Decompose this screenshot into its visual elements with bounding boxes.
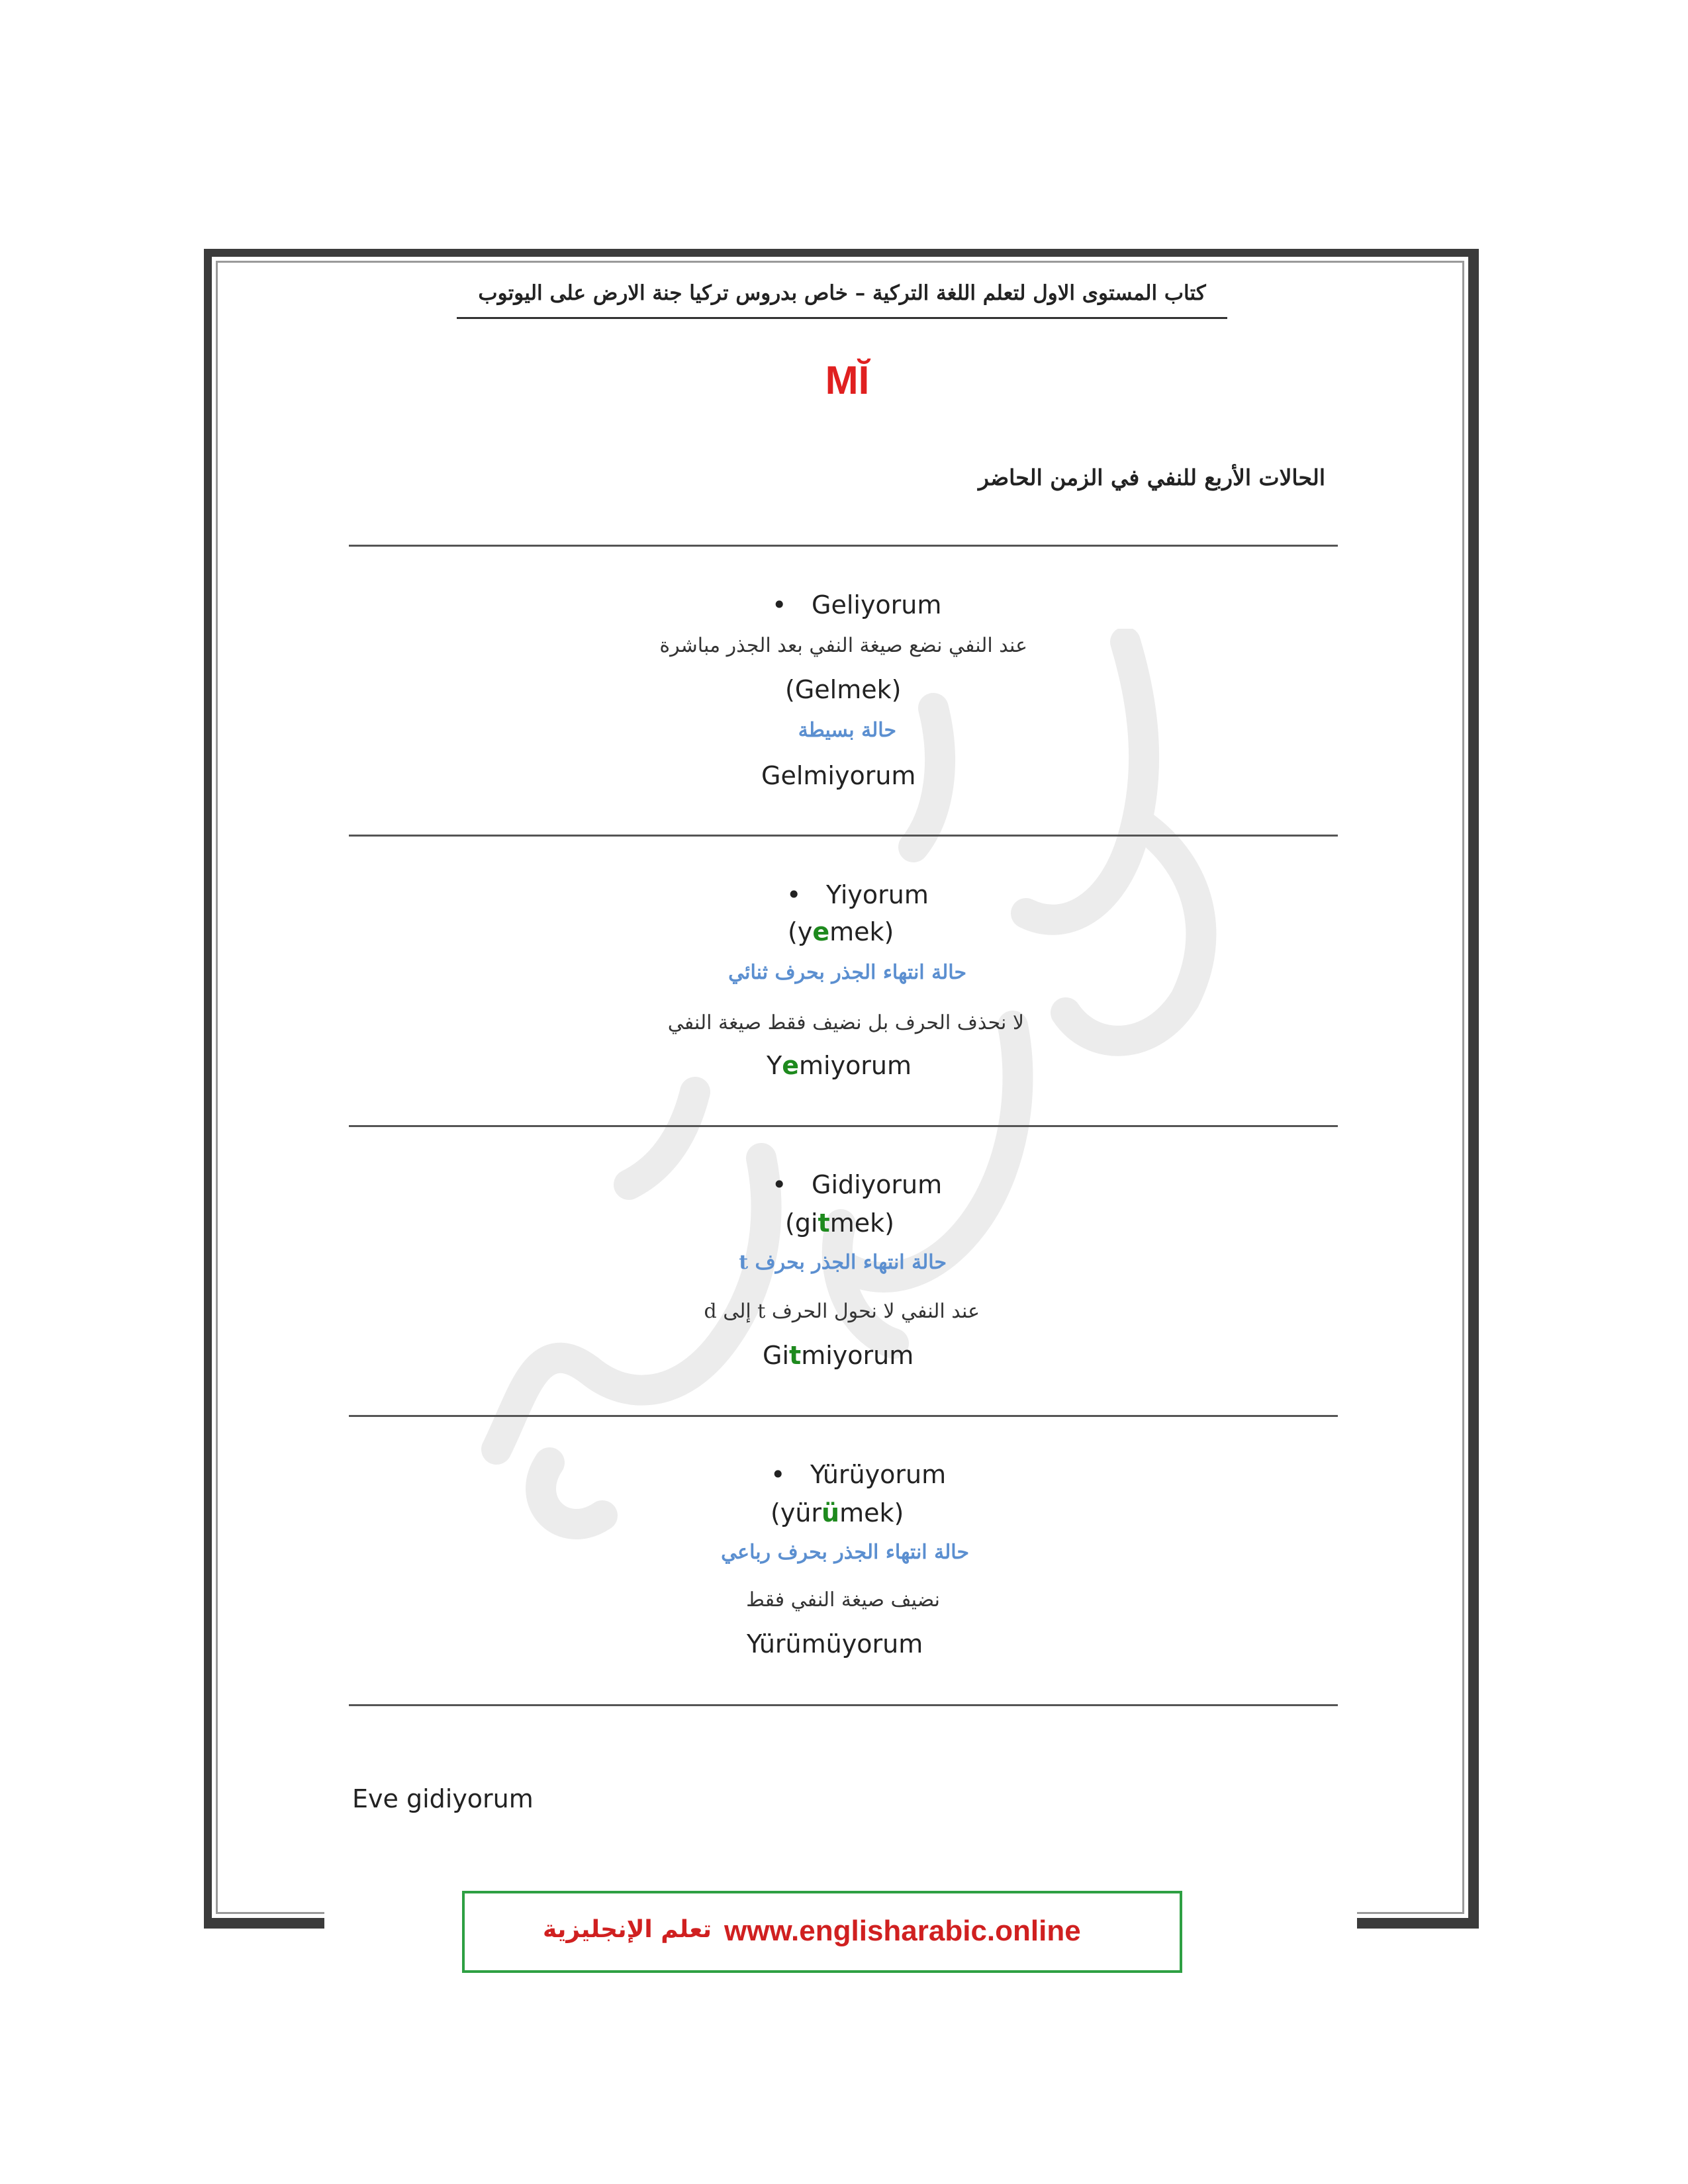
- section-2-root: [788, 917, 894, 946]
- divider: [349, 1125, 1338, 1127]
- document-header: كتاب المستوى الاول لتعلم اللغة التركية – خاص بدروس تركيا جنة الارض على اليوتوب: [457, 281, 1227, 319]
- section-2-negative: [767, 1051, 912, 1080]
- section-3-word: • Gidiyorum: [772, 1170, 942, 1199]
- section-1-word: • Geliyorum: [772, 590, 941, 619]
- section-1-note: عند النفي نضع صيغة النفي بعد الجذر مباشرة: [659, 634, 1027, 657]
- negative-prefix: Gi: [763, 1341, 790, 1370]
- section-1-negative: Gelmiyorum: [761, 761, 916, 790]
- root-suffix: mek): [829, 1208, 894, 1238]
- divider: [349, 545, 1338, 547]
- section-1-case: حالة بسيطة: [798, 719, 896, 742]
- root-prefix: (gi: [785, 1208, 818, 1238]
- section-3-root: [785, 1208, 894, 1238]
- section-2-case: حالة انتهاء الجذر بحرف ثنائي: [728, 961, 966, 984]
- section-3-note: عند النفي لا نحول الحرف t إلى d: [704, 1300, 980, 1323]
- footer-url-link[interactable]: www.englisharabic.online: [724, 1915, 1081, 1947]
- root-prefix: (yür: [771, 1498, 822, 1527]
- root-highlight: e: [812, 917, 830, 946]
- section-subtitle: الحالات الأربع للنفي في الزمن الحاضر: [978, 465, 1325, 490]
- example-sentence: Eve gidiyorum: [352, 1784, 534, 1813]
- section-2-note: لا نحذف الحرف بل نضيف فقط صيغة النفي: [667, 1011, 1024, 1034]
- divider: [349, 1415, 1338, 1417]
- section-4-note: نضيف صيغة النفي فقط: [746, 1588, 940, 1612]
- section-4-root: [771, 1498, 904, 1527]
- footer-arabic-label: تعلم الإنجليزية: [543, 1916, 712, 1943]
- divider: [349, 835, 1338, 837]
- root-highlight: t: [818, 1208, 830, 1238]
- page-frame-inner: [216, 261, 1464, 1914]
- section-1-root: (Gelmek): [785, 675, 902, 704]
- page-title: MĬ: [825, 358, 870, 402]
- section-2-word: • Yiyorum: [786, 880, 929, 909]
- negative-prefix: Y: [767, 1051, 782, 1080]
- page-frame: [204, 249, 1479, 1929]
- negative-suffix: miyorum: [801, 1341, 914, 1370]
- root-suffix: mek): [839, 1498, 904, 1527]
- negative-highlight: e: [782, 1051, 799, 1080]
- negative-suffix: miyorum: [799, 1051, 912, 1080]
- section-4-negative: Yürümüyorum: [747, 1629, 923, 1659]
- section-4-word: • Yürüyorum: [771, 1460, 946, 1489]
- root-suffix: mek): [829, 917, 894, 946]
- section-3-case: حالة انتهاء الجذر بحرف t: [739, 1251, 947, 1274]
- root-prefix: (y: [788, 917, 813, 946]
- section-3-negative: [763, 1341, 914, 1370]
- section-4-case: حالة انتهاء الجذر بحرف رباعي: [721, 1541, 969, 1564]
- root-highlight: ü: [821, 1498, 840, 1527]
- negative-highlight: t: [789, 1341, 802, 1370]
- divider: [349, 1704, 1338, 1706]
